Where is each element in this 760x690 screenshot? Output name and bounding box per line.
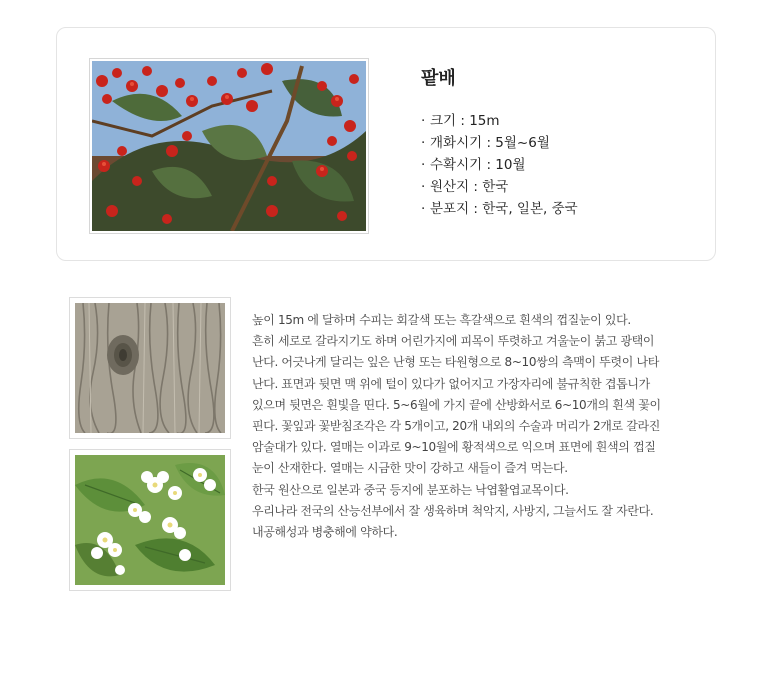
bullet-icon: · (421, 179, 426, 195)
bark-photo (69, 297, 231, 439)
fact-text: 개화시기 : 5월~6월 (430, 135, 550, 151)
bullet-icon: · (421, 157, 426, 173)
flower-image (75, 455, 225, 585)
fact-text: 원산지 : 한국 (430, 179, 509, 195)
fact-text: 수확시기 : 10월 (430, 157, 526, 173)
fact-size (421, 110, 701, 132)
fact-bloom-season (421, 132, 701, 154)
description-line: 있으며 뒷면은 흰빛을 띤다. 5~6월에 가지 끝에 산방화서로 6~10개의 흰색 꽃이 (252, 397, 661, 412)
description-line: 암술대가 있다. 열매는 이과로 9~10월에 황적색으로 익으며 표면에 흰색의 껍질 (252, 440, 656, 455)
bullet-icon: · (421, 113, 426, 129)
description-line: 한국 원산으로 일본과 중국 등지에 분포하는 낙엽활엽교목이다. (252, 482, 569, 497)
fact-origin (421, 176, 701, 198)
berry-branch-image (92, 61, 366, 231)
plant-info (421, 66, 701, 220)
fact-text: 크기 : 15m (430, 113, 500, 129)
description-line: 핀다. 꽃잎과 꽃받침조각은 각 5개이고, 20개 내외의 수술과 머리가 2개로 갈라진 (252, 419, 660, 434)
description-line: 우리나라 전국의 산능선부에서 잘 생육하며 척악지, 사방지, 그늘서도 잘 자란다. (252, 503, 654, 518)
fact-text: 분포지 : 한국, 일본, 중국 (430, 201, 578, 217)
description-line: 흔히 세로로 갈라지기도 하며 어린가지에 피목이 뚜렷하고 겨울눈이 붉고 광택이 (252, 334, 655, 349)
description-line: 난다. 표면과 뒷면 맥 위에 털이 있다가 없어지고 가장자리에 불규칙한 겹톱니가 (252, 376, 650, 391)
bullet-icon: · (421, 135, 426, 151)
plant-facts-list (421, 110, 701, 220)
plant-name: 팥배 (421, 68, 456, 89)
plant-info-card (56, 27, 716, 261)
plant-description (252, 310, 722, 543)
fact-harvest-season (421, 154, 701, 176)
berry-branch-photo (89, 58, 369, 234)
description-line: 내공해성과 병충해에 약하다. (252, 525, 398, 540)
description-line: 높이 15m 에 달하며 수피는 회갈색 또는 흑갈색으로 흰색의 껍질눈이 있다. (252, 313, 631, 327)
bark-image (75, 303, 225, 433)
bullet-icon: · (421, 201, 426, 217)
description-line: 눈이 산재한다. 열매는 시금한 맛이 강하고 새들이 즐겨 먹는다. (252, 461, 568, 476)
description-line: 난다. 어긋나게 달리는 잎은 난형 또는 타원형으로 8~10쌍의 측맥이 뚜렷이 나타 (252, 355, 659, 370)
fact-distribution (421, 198, 701, 220)
flower-photo (69, 449, 231, 591)
